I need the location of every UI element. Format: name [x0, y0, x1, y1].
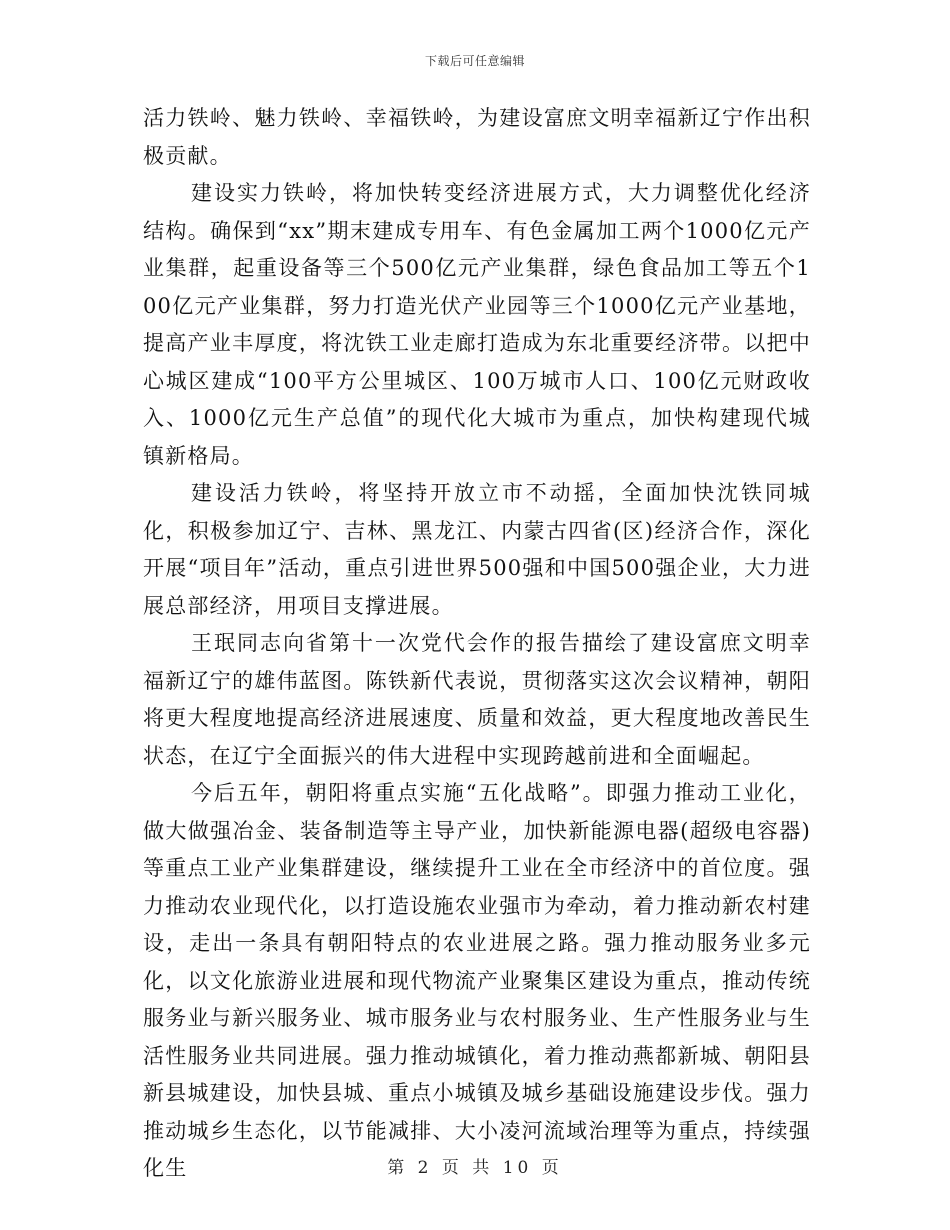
- page-header-note: 下载后可任意编辑: [424, 54, 525, 68]
- page-number-footer: 第 2 页 共 10 页: [387, 1158, 563, 1178]
- document-body: [143, 100, 811, 1188]
- paragraph-2: 建设实力铁岭，将加快转变经济进展方式，大力调整优化经济结构。确保到“xx”期末建成专用车、有色金属加工两个1000亿元产业集群，起重设备等三个500亿元产业集群，绿色食品加工等五个100亿元产业集群，努力打造光伏产业园等三个1000亿元产业基地，提高产业丰厚度，将沈铁工业走廊打造成为东北重要经济带。以把中心城区建成“100平方公里城区、100万城市人口、100亿元财政收入、1000亿元生产总值”的现代化大城市为重点，加快构建现代城镇新格局。: [143, 181, 811, 468]
- paragraph-5: 今后五年，朝阳将重点实施“五化战略”。即强力推动工业化，做大做强冶金、装备制造等主导产业，加快新能源电器(超级电容器)等重点工业产业集群建设，继续提升工业在全市经济中的首位度。强力推动农业现代化，以打造设施农业强市为牵动，着力推动新农村建设，走出一条具有朝阳特点的农业进展之路。强力推动服务业多元化，以文化旅游业进展和现代物流产业聚集区建设为重点，推动传统服务业与新兴服务业、城市服务业与农村服务业、生产性服务业与生活性服务业共同进展。强力推动城镇化，着力推动燕都新城、朝阳县新县城建设，加快县城、重点小城镇及城乡基础设施建设步伐。强力推动城乡生态化，以节能减排、大小凌河流域治理等为重点，持续强化生: [143, 781, 811, 1180]
- paragraph-1: 活力铁岭、魅力铁岭、幸福铁岭，为建设富庶文明幸福新辽宁作出积极贡献。: [143, 106, 811, 168]
- paragraph-3: 建设活力铁岭，将坚持开放立市不动摇，全面加快沈铁同城化，积极参加辽宁、吉林、黑龙江、内蒙古四省(区)经济合作，深化开展“项目年”活动，重点引进世界500强和中国500强企业，大力进展总部经济，用项目支撑进展。: [143, 481, 811, 618]
- paragraph-4: 王珉同志向省第十一次党代会作的报告描绘了建设富庶文明幸福新辽宁的雄伟蓝图。陈铁新代表说，贯彻落实这次会议精神，朝阳将更大程度地提高经济进展速度、质量和效益，更大程度地改善民生状态，在辽宁全面振兴的伟大进程中实现跨越前进和全面崛起。: [143, 631, 811, 768]
